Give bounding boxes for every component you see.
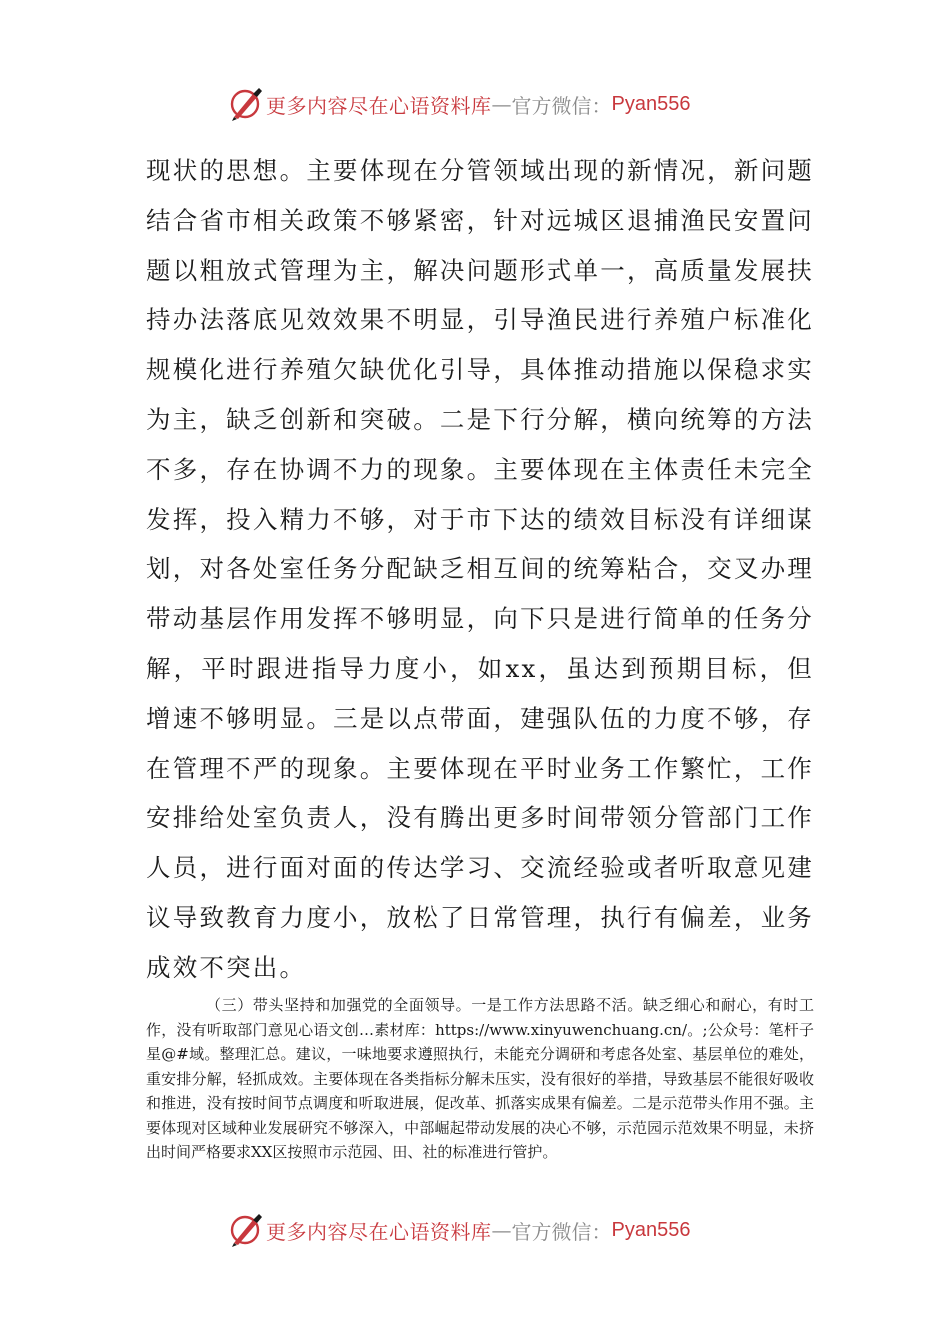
pen-logo-icon [228,86,264,122]
banner-wechat-label: 官方微信： [511,1219,612,1244]
footer-banner [228,1212,748,1248]
banner-dash: — [491,1218,512,1242]
footnote-block [146,993,814,1165]
banner-slogan: 更多内容尽在心语资料库 [266,1219,492,1244]
banner-wechat-label: 官方微信： [511,93,612,118]
banner-wechat-id: Pyan556 [611,92,691,115]
body-text-block [146,146,814,993]
header-banner [228,86,748,122]
body-paragraph: 现状的思想。主要体现在分管领域出现的新情况，新问题结合省市相关政策不够紧密，针对远城区退捕渔民安置问题以粗放式管理为主，解决问题形式单一，高质量发展扶持办法落底见效效果不明显，引导渔民进行养殖户标准化规模化进行养殖欠缺优化引导，具体推动措施以保稳求实为主，缺乏创新和突破。二是下行分解，横向统筹的方法不多，存在协调不力的现象。主要体现在主体责任未完全发挥，投入精力不够，对于市下达的绩效目标没有详细谋划，对各处室任务分配缺乏相互间的统筹粘合，交叉办理带动基层作用发挥不够明显，向下只是进行简单的任务分解，平时跟进指导力度小，如xx，虽达到预期目标，但增速不够明显。三是以点带面，建强队伍的力度不够，存在管理不严的现象。主要体现在平时业务工作繁忙，工作安排给处室负责人，没有腾出更多时间带领分管部门工作人员，进行面对面的传达学习、交流经验或者听取意见建议导致教育力度小，放松了日常管理，执行有偏差，业务成效不突出。 [146,156,814,982]
footnote-paragraph: （三）带头坚持和加强党的全面领导。一是工作方法思路不活。缺乏细心和耐心，有时工作，没有听取部门意见心语文创…素材库：https://www.xinyuwenchuang.cn/。;公众号：笔杆子星@#域。整理汇总。建议，一味地要求遵照执行，未能充分调研和考虑各处室、基层单位的难处，重安排分解，轻抓成效。主要体现在各类指标分解未压实，没有很好的举措，导致基层不能很好吸收和推进，没有按时间节点调度和听取进展，促改革、抓落实成果有偏差。二是示范带头作用不强。主要体现对区域种业发展研究不够深入，中部崛起带动发展的决心不够，示范园示范效果不明显，未挤出时间严格要求XX区按照市示范园、田、社的标准进行管护。 [146,996,814,1161]
banner-wechat-id: Pyan556 [611,1218,691,1241]
banner-dash: — [491,92,512,116]
banner-slogan: 更多内容尽在心语资料库 [266,93,492,118]
pen-logo-icon [228,1212,264,1248]
